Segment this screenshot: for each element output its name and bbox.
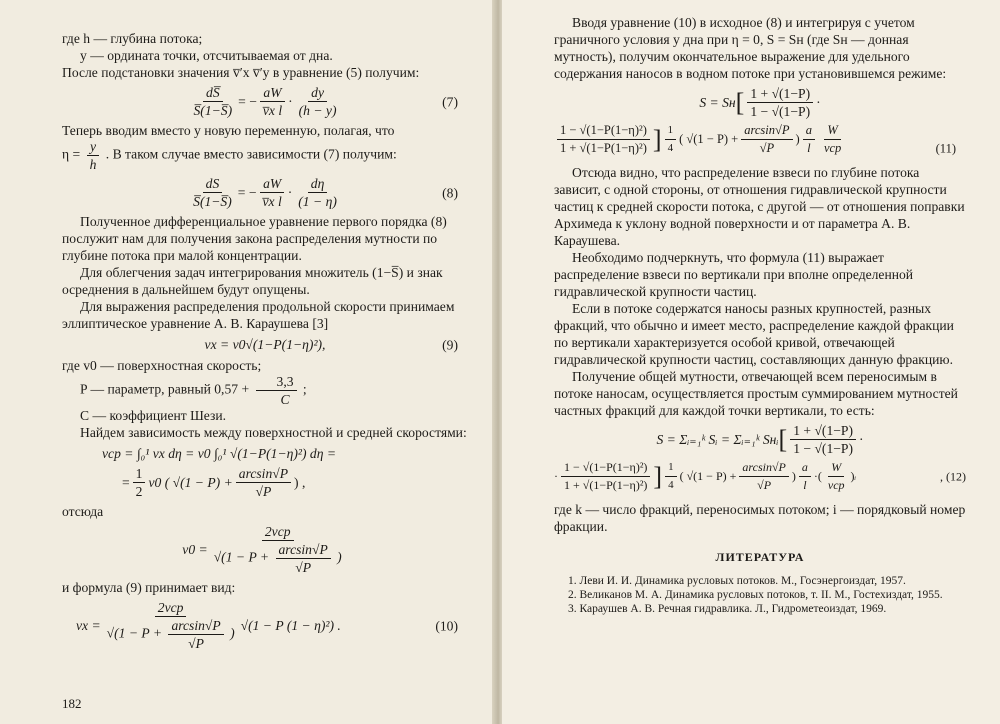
- formula-text: S = Σᵢ₌₁ᵏ Sᵢ = Σᵢ₌₁ᵏ Sнᵢ: [656, 432, 779, 447]
- fraction: [256, 374, 297, 407]
- numerator: arcsin√P: [739, 460, 788, 477]
- denominator: 1 + √(1−P(1−η)²): [564, 478, 648, 492]
- text-fragment: P — параметр, равный 0,57 +: [80, 381, 250, 397]
- numerator: W: [824, 123, 840, 140]
- paragraph: Найдем зависимость между поверхностной и средней скоростями:: [80, 425, 467, 440]
- numerator: 1 − √(1−P(1−η)²): [561, 460, 650, 477]
- numerator: 2vср: [155, 600, 187, 617]
- equation-12b: [554, 460, 966, 493]
- numerator: arcsin√P: [168, 618, 223, 635]
- numerator: W: [828, 460, 844, 477]
- fraction: [276, 542, 331, 575]
- denominator: √P: [295, 560, 311, 575]
- text-line: отсюда: [62, 504, 104, 519]
- fraction: [561, 460, 650, 493]
- denominator: l: [807, 141, 811, 155]
- equation-11a: [554, 86, 966, 119]
- subscript: ᵢ: [854, 471, 857, 482]
- fraction: [803, 123, 815, 156]
- denominator: 1 − √(1−P): [750, 104, 811, 119]
- text-line: C — коэффициент Шези.: [80, 408, 227, 423]
- numerator: 1 − √(1−P(1−η)²): [557, 123, 650, 140]
- denominator: √P: [757, 478, 772, 492]
- equation-7: [62, 85, 468, 118]
- fraction: [747, 86, 813, 119]
- integral-line-1: [62, 445, 468, 462]
- text-line: После подстановки значения v̅′x v̅′y в уравнение (5) получим:: [62, 65, 420, 80]
- operator: ·(: [813, 469, 822, 483]
- v0-formula: [62, 524, 468, 575]
- numerator: 1: [665, 123, 677, 140]
- operator: ·: [554, 469, 558, 483]
- left-page: [0, 0, 496, 724]
- operator: ·: [287, 185, 293, 200]
- denominator: h: [89, 157, 97, 172]
- fraction: [741, 123, 792, 156]
- bracket: [: [735, 88, 745, 117]
- formula-text: v0 =: [182, 542, 208, 557]
- fraction: [665, 123, 677, 156]
- denominator: 4: [667, 142, 674, 154]
- formula-text: ( √(1 − P) +: [679, 132, 739, 146]
- references-heading: ЛИТЕРАТУРА: [715, 550, 805, 564]
- reference-item: 2. Великанов М. А. Динамика русловых потоков, т. II. М., Гостехиздат, 1955.: [568, 589, 943, 601]
- text-line: [62, 139, 468, 172]
- paragraph: Для выражения распределения продольной скорости принимаем эллиптическое уравнение А. В. Караушева [3]: [62, 299, 455, 331]
- numerator: 1 + √(1−P): [790, 423, 856, 440]
- equation-8: [62, 176, 468, 209]
- numerator: dS̅: [203, 85, 223, 102]
- denominator: [211, 541, 345, 575]
- bracket: [: [778, 425, 788, 454]
- paragraph: Отсюда видно, что распределение взвеси по глубине потока зависит, с одной стороны, от отношения гидравлической крупности частиц к средней скорости потока, с другой — от отношения поправки Архимеда к уклону водной поверхности и от параметра А. В. Караушева.: [554, 165, 965, 248]
- equation-number: (11): [935, 141, 956, 156]
- numerator: dy: [308, 85, 327, 102]
- equation-number: , (12): [940, 469, 966, 483]
- fraction: [296, 85, 340, 118]
- fraction: [799, 460, 811, 493]
- numerator: arcsin√P: [276, 542, 331, 559]
- denominator: S̅(1−S̅): [193, 194, 232, 209]
- text-fragment: . В таком случае вместо зависимости (7) получим:: [105, 146, 397, 162]
- bracket: ]: [653, 462, 663, 491]
- page-number: 182: [62, 696, 82, 711]
- numerator: 2vср: [262, 524, 294, 541]
- text-fragment: ;: [302, 381, 307, 397]
- numerator: arcsin√P: [236, 466, 291, 483]
- numerator: dη: [308, 176, 328, 193]
- fraction: [825, 460, 848, 493]
- numerator: dS: [203, 176, 223, 193]
- formula-text: √(1 − P (1 − η)²) .: [240, 618, 341, 633]
- fraction: [739, 460, 788, 493]
- paragraph: Получение общей мутности, отвечающей всем переносимым в потоке наносам, осуществляется простым суммированием мутностей частных фракций для каждой точки вертикали, то есть:: [554, 369, 958, 418]
- numerator: y: [87, 139, 99, 156]
- formula-text: √(1 − P +: [213, 549, 270, 565]
- operator: = −: [237, 185, 257, 200]
- fraction: [104, 600, 238, 651]
- numerator: aW: [260, 176, 284, 193]
- numerator: 1 + √(1−P): [747, 86, 813, 103]
- equation-11b: [554, 123, 966, 156]
- fraction: [190, 176, 235, 209]
- paragraph: Если в потоке содержатся наносы разных крупностей, разных фракций, что обычно и имеет место, распределение каждой фракции по вертикали характеризуется особой кривой, отвечающей гидравлической крупности частиц, составляющих данную фракцию.: [554, 301, 954, 367]
- denominator: 1 + √(1−P(1−η)²): [560, 141, 647, 155]
- fraction: [211, 524, 345, 575]
- formula-text: S = Sн: [699, 95, 736, 110]
- fraction: [821, 123, 844, 156]
- denominator: vср: [823, 141, 842, 155]
- fraction: [168, 618, 223, 651]
- denominator: (1 − η): [298, 194, 337, 209]
- text-line: Теперь вводим вместо y новую переменную, полагая, что: [62, 123, 395, 138]
- right-page: [502, 0, 1000, 724]
- equation-number: (10): [435, 618, 458, 633]
- fraction: [236, 466, 291, 499]
- operator: ): [850, 469, 855, 483]
- reference-item: 1. Леви И. И. Динамика русловых потоков. М., Госэнергоиздат, 1957.: [568, 575, 906, 587]
- denominator: 2: [135, 484, 143, 499]
- fraction: [260, 176, 285, 209]
- denominator: v̅x l: [262, 103, 283, 118]
- denominator: v̅x l: [262, 194, 282, 209]
- denominator: √P: [255, 484, 272, 499]
- operator: = −: [238, 94, 257, 109]
- fraction: [260, 85, 285, 118]
- formula-text: ): [337, 549, 342, 565]
- denominator: l: [803, 478, 807, 492]
- text-line: [62, 374, 468, 407]
- text-fragment: η =: [62, 146, 81, 162]
- denominator: [104, 617, 238, 651]
- paragraph: Вводя уравнение (10) в исходное (8) и интегрируя с учетом граничного условия у дна при η = 0, S = Sн (где Sн — донная мутность), получим окончательное выражение для удельного содержания наносов в водном потоке при установившемся режиме:: [554, 15, 947, 81]
- denominator: C: [280, 392, 290, 407]
- operator: =: [122, 475, 130, 490]
- fraction: [790, 423, 856, 456]
- fraction: [191, 85, 236, 118]
- fraction: [87, 139, 100, 172]
- fraction: [133, 466, 146, 499]
- text-line: и формула (9) принимает вид:: [62, 580, 236, 595]
- formula-text: v0 ( √(1 − P) +: [148, 475, 233, 490]
- text-line: y — ордината точки, отсчитываемая от дна.: [80, 48, 333, 63]
- numerator: 1: [665, 460, 677, 477]
- equation-number: (7): [442, 94, 458, 109]
- formula-text: vср = ∫₀¹ vx dη = v0 ∫₀¹ √(1−P(1−η)²) dη =: [102, 446, 337, 461]
- integral-line-2: [62, 466, 468, 499]
- formula-text: ) ,: [294, 475, 306, 490]
- denominator: S̅(1−S̅): [193, 103, 233, 118]
- equation-9: [62, 336, 468, 353]
- equation-10: [62, 600, 468, 651]
- numerator: aW: [260, 85, 284, 102]
- equation-number: (8): [442, 185, 458, 200]
- denominator: √P: [188, 636, 204, 651]
- fraction: [557, 123, 650, 156]
- formula-text: vx = v0√(1−P(1−η)²),: [204, 337, 326, 352]
- paragraph: где k — число фракций, переносимых потоком; i — порядковый номер фракции.: [554, 502, 966, 534]
- denominator: 4: [668, 479, 674, 491]
- formula-text: ( √(1 − P) +: [679, 469, 737, 483]
- fraction: [665, 460, 677, 493]
- equation-number: (9): [442, 337, 458, 352]
- formula-text: ): [791, 469, 796, 483]
- numerator: arcsin√P: [741, 123, 792, 140]
- denominator: (h − y): [298, 103, 337, 118]
- text-line: где h — глубина потока;: [62, 31, 203, 46]
- paragraph: Для облегчения задач интегрирования множитель (1−S̅) и знак осреднения в дальнейшем будут опущены.: [62, 265, 443, 297]
- formula-text: ): [230, 625, 235, 641]
- bracket: ]: [652, 125, 662, 154]
- denominator: vср: [827, 478, 845, 492]
- fraction: [295, 176, 340, 209]
- paragraph: Полученное дифференциальное уравнение первого порядка (8) послужит нам для получения закона распределения мутности по глубине потока при малой концентрации.: [62, 214, 447, 263]
- paragraph: Необходимо подчеркнуть, что формула (11) выражает распределение взвеси по вертикали при вполне определенной гидравлической крупности частиц.: [554, 250, 914, 299]
- numerator: 3,3: [256, 374, 297, 391]
- operator: ·: [288, 94, 293, 109]
- formula-text: vx =: [76, 618, 101, 633]
- reference-item: 3. Караушев А. В. Речная гидравлика. Л., Гидрометеоиздат, 1969.: [568, 603, 887, 615]
- denominator: √P: [759, 141, 775, 155]
- formula-text: ): [795, 132, 800, 146]
- numerator: 1: [133, 466, 146, 483]
- numerator: a: [799, 460, 811, 477]
- operator: ·: [816, 95, 821, 110]
- formula-text: √(1 − P +: [106, 625, 163, 641]
- text-line: где v0 — поверхностная скорость;: [62, 358, 262, 373]
- equation-12a: [554, 423, 966, 456]
- numerator: a: [803, 123, 815, 140]
- operator: ·: [859, 432, 864, 447]
- denominator: 1 − √(1−P): [793, 441, 854, 456]
